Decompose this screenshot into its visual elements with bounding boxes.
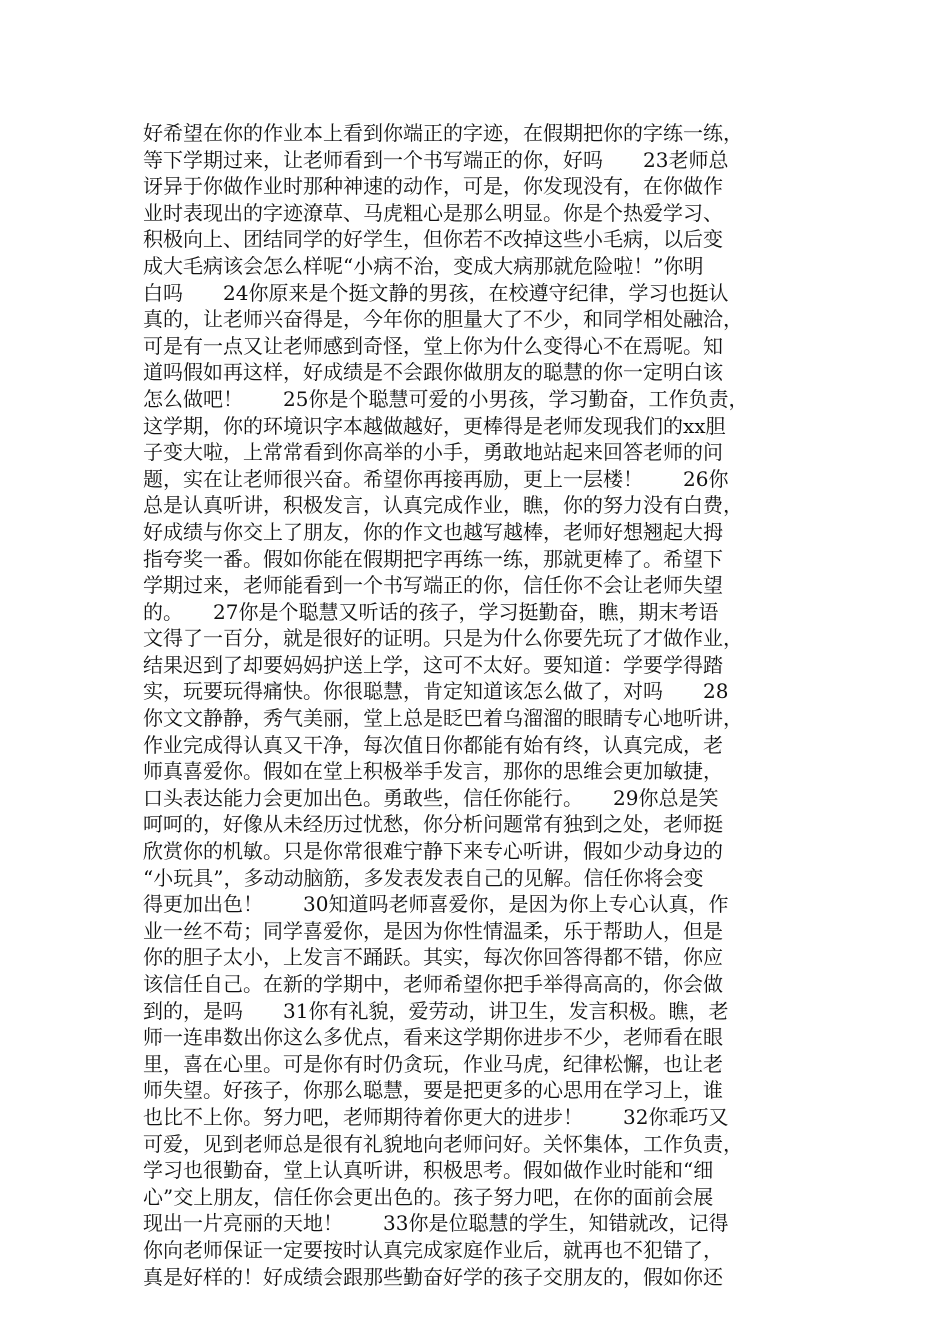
text-line-21: 结果迟到了却要妈妈护送上学，这可不太好。要知道：学要学得踏 [143, 652, 723, 677]
text-line-41: 心”交上朋友，信任你会更出色的。孩子努力吧，在你的面前会展 [143, 1184, 714, 1209]
text-line-3: 讶异于你做作业时那种神速的动作，可是，你发现没有，在你做作 [143, 174, 723, 199]
text-line-36: 里，喜在心里。可是你有时仍贪玩，作业马虎，纪律松懈，也让老 [143, 1051, 723, 1076]
text-line-44: 真是好样的！好成绩会跟那些勤奋好学的孩子交朋友的，假如你还 [143, 1264, 723, 1289]
text-line-1: 好希望在你的作业本上看到你端正的字迹，在假期把你的字练一练， [143, 121, 743, 145]
text-line-39: 可爱，见到老师总是很有礼貌地向老师问好。关怀集体，工作负责， [143, 1131, 743, 1156]
text-line-17: 指夸奖一番。假如你能在假期把字再练一练，那就更棒了。希望下 [143, 546, 723, 571]
text-line-37: 师失望。好孩子，你那么聪慧，要是把更多的心思用在学习上，谁 [143, 1078, 723, 1103]
text-line-40: 学习也很勤奋，堂上认真听讲，积极思考。假如做作业时能和“细 [143, 1158, 714, 1183]
text-line-32: 你的胆子太小，上发言不踊跃。其实，每次你回答得都不错，你应 [143, 945, 723, 970]
text-line-4: 业时表现出的字迹潦草、马虎粗心是那么明显。你是个热爱学习、 [143, 200, 723, 225]
text-line-2: 等下学期过来，让老师看到一个书写端正的你，好吗 23老师总 [143, 147, 729, 172]
text-line-6: 成大毛病该会怎么样呢“小病不治，变成大病那就危险啦！”你明 [143, 253, 704, 278]
text-line-5: 积极向上、团结同学的好学生，但你若不改掉这些小毛病，以后变 [143, 227, 723, 252]
document-body-text [143, 120, 813, 1290]
text-line-10: 道吗假如再这样，好成绩是不会跟你做朋友的聪慧的你一定明白该 [143, 360, 723, 385]
text-line-35: 师一连串数出你这么多优点，看来这学期你进步不少，老师看在眼 [143, 1025, 723, 1050]
text-line-7: 白吗 24你原来是个挺文静的男孩，在校遵守纪律，学习也挺认 [143, 280, 729, 305]
text-line-27: 呵呵的，好像从未经历过忧愁，你分析问题常有独到之处，老师挺 [143, 812, 723, 837]
text-line-20: 文得了一百分，就是很好的证明。只是为什么你要先玩了才做作业， [143, 626, 743, 651]
text-line-12: 这学期，你的环境识字本越做越好，更棒得是老师发现我们的xx胆 [143, 413, 726, 438]
text-line-31: 业一丝不苟；同学喜爱你，是因为你性情温柔，乐于帮助人，但是 [143, 918, 723, 943]
text-line-15: 总是认真听讲，积极发言，认真完成作业，瞧，你的努力没有白费， [143, 493, 743, 518]
text-line-33: 该信任自己。在新的学期中，老师希望你把手举得高高的，你会做 [143, 972, 723, 996]
text-line-14: 题，实在让老师很兴奋。希望你再接再励，更上一层楼！ 26你 [143, 466, 729, 491]
text-line-18: 学期过来，老师能看到一个书写端正的你，信任你不会让老师失望 [143, 573, 723, 598]
text-line-19: 的。 27你是个聪慧又听话的孩子，学习挺勤奋，瞧，期末考语 [143, 599, 719, 624]
text-line-26: 口头表达能力会更加出色。勇敢些，信任你能行。 29你总是笑 [143, 785, 719, 810]
text-line-30: 得更加出色！ 30知道吗老师喜爱你，是因为你上专心认真，作 [143, 892, 729, 917]
text-line-8: 真的，让老师兴奋得是，今年你的胆量大了不少，和同学相处融洽， [143, 307, 743, 332]
text-line-9: 可是有一点又让老师感到奇怪，堂上你为什么变得心不在焉呢。知 [143, 333, 723, 358]
text-line-42: 现出一片亮丽的天地！ 33你是位聪慧的学生，知错就改，记得 [143, 1211, 729, 1236]
text-line-24: 作业完成得认真又干净，每次值日你都能有始有终，认真完成，老 [143, 732, 723, 757]
text-line-34: 到的，是吗 31你有礼貌，爱劳动，讲卫生，发言积极。瞧，老 [143, 998, 729, 1023]
text-line-13: 子变大啦，上常常看到你高举的小手，勇敢地站起来回答老师的问 [143, 440, 723, 465]
text-line-28: 欣赏你的机敏。只是你常很难宁静下来专心听讲，假如少动身边的 [143, 839, 723, 864]
text-line-29: “小玩具”，多动动脑筋，多发表发表自己的见解。信任你将会变 [143, 865, 704, 890]
text-line-16: 好成绩与你交上了朋友，你的作文也越写越棒，老师好想翘起大拇 [143, 519, 723, 544]
text-line-38: 也比不上你。努力吧，老师期待着你更大的进步！ 32你乖巧又 [143, 1104, 729, 1129]
text-line-43: 你向老师保证一定要按时认真完成家庭作业后，就再也不犯错了， [143, 1237, 723, 1262]
text-line-22: 实，玩要玩得痛快。你很聪慧，肯定知道该怎么做了，对吗 28 [143, 679, 729, 704]
text-line-25: 师真喜爱你。假如在堂上积极举手发言，那你的思维会更加敏捷， [143, 759, 723, 784]
text-line-11: 怎么做吧！ 25你是个聪慧可爱的小男孩，学习勤奋，工作负责， [143, 386, 749, 411]
text-line-23: 你文文静静，秀气美丽，堂上总是眨巴着乌溜溜的眼睛专心地听讲， [143, 706, 743, 731]
